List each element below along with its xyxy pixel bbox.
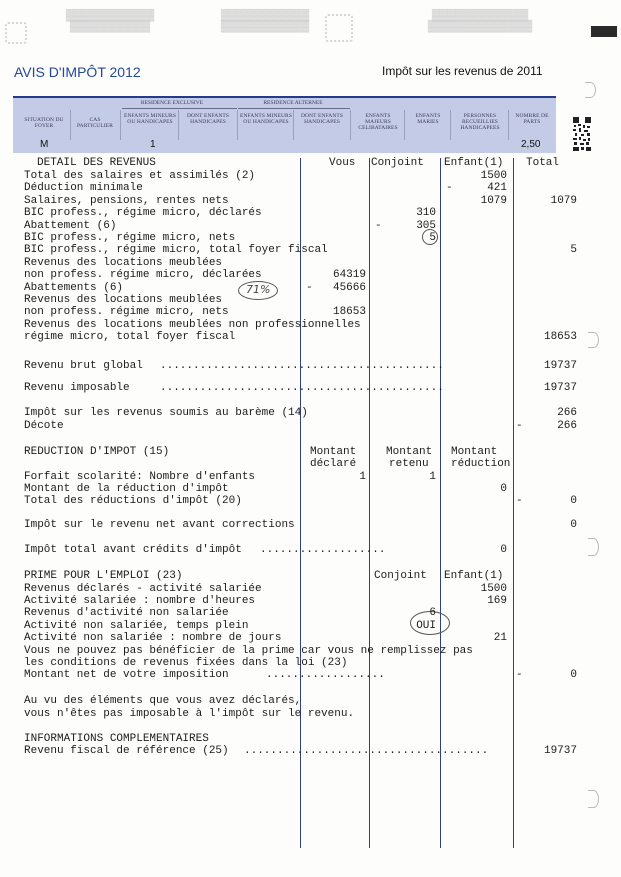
rfr-value: 19737 bbox=[543, 745, 577, 757]
show-through-text: ▓▓▓▓▓▓▓▓▓▓▓ ▓▓▓▓▓▓▓▓▓▓▓ bbox=[220, 9, 310, 32]
prime-row-label: Activité salariée : nombre d'heures bbox=[24, 595, 256, 608]
header-col-cas: CAS PARTICULIER bbox=[76, 117, 113, 129]
prime-row bbox=[0, 620, 600, 632]
prime-row bbox=[0, 607, 600, 619]
total-reductions-label: Total des réductions d'impôt (20) bbox=[24, 495, 242, 507]
show-through-mark bbox=[585, 82, 596, 98]
header-separator bbox=[293, 110, 294, 140]
revenus-conjoint-value: 5 bbox=[429, 232, 436, 244]
header-col-parts: NOMBRE DE PARTS bbox=[515, 113, 549, 125]
revenus-row-label: Total des salaires et assimilés (2) bbox=[24, 170, 256, 182]
revenu-imposable-row bbox=[0, 382, 600, 394]
revenus-vous-value: 18653 bbox=[332, 306, 366, 319]
prime-note-1 bbox=[0, 645, 600, 657]
minus-sign: - bbox=[446, 182, 453, 195]
revenu-brut-value: 19737 bbox=[543, 360, 577, 372]
minus-sign: - bbox=[375, 219, 382, 232]
revenus-row-label: non profess. régime micro, nets bbox=[24, 306, 229, 319]
revenus-row bbox=[0, 220, 600, 232]
revenu-brut-row bbox=[0, 360, 600, 372]
header-col-enfants-alt: ENFANTS MINEURS OU HANDICAPES bbox=[240, 113, 292, 125]
header-col-handi-excl: DONT ENFANTS HANDICAPES bbox=[186, 113, 230, 125]
reduction-col-declare: Montant bbox=[310, 446, 357, 458]
dot-leader: ........................................... bbox=[160, 360, 444, 372]
revenus-conjoint-value: 310 bbox=[416, 207, 436, 220]
impot-total-row bbox=[0, 544, 600, 556]
show-through-mark bbox=[588, 538, 599, 556]
prime-row bbox=[0, 583, 600, 595]
revenus-vous-value: 64319 bbox=[332, 269, 366, 282]
prime-row-label: Activité non salariée, temps plein bbox=[24, 619, 249, 632]
show-through-text: ▓▓▓▓▓▓▓▓▓▓▓ ▓▓▓▓▓▓▓▓▓▓ bbox=[65, 9, 155, 32]
prime-enfant-value: 169 bbox=[487, 595, 507, 608]
handwritten-circle bbox=[422, 229, 438, 245]
impot-bareme-value: 266 bbox=[557, 407, 577, 419]
revenus-row bbox=[0, 257, 600, 269]
prime-enfant-value: 21 bbox=[493, 631, 507, 644]
header-separator bbox=[70, 110, 71, 140]
revenus-row bbox=[0, 207, 600, 219]
document-subtitle: Impôt sur les revenus de 2011 bbox=[382, 64, 543, 78]
prime-conjoint-value: 6 bbox=[429, 607, 436, 620]
dot-leader: ..................................... bbox=[244, 745, 489, 757]
net-imposition-row bbox=[0, 669, 600, 681]
conclusion-text: vous n'êtes pas imposable à l'impôt sur le revenu. bbox=[24, 708, 355, 720]
total-reductions-row bbox=[0, 495, 600, 507]
header-col-maries: ENFANTS MARIES bbox=[415, 113, 441, 125]
group-alternate-label: RESIDENCE ALTERNEE bbox=[263, 100, 323, 106]
revenus-row-label: régime micro, total foyer fiscal bbox=[24, 331, 236, 344]
revenus-total-value: 18653 bbox=[543, 331, 577, 344]
revenus-row bbox=[0, 319, 600, 331]
prime-row-label: Revenus d'activité non salariée bbox=[24, 607, 229, 620]
registration-mark bbox=[591, 26, 617, 37]
revenus-total-value: 5 bbox=[570, 244, 577, 257]
net-imposition-label: Montant net de votre imposition bbox=[24, 669, 229, 681]
revenus-row-label: Salaires, pensions, rentes nets bbox=[24, 194, 229, 207]
reduction-col-retenu-b: retenu bbox=[389, 458, 429, 470]
header-col-enfants-excl: ENFANTS MINEURS OU HANDICAPES bbox=[124, 113, 176, 125]
revenus-row bbox=[0, 306, 600, 318]
revenus-row-label: BIC profess., régime micro, total foyer fiscal bbox=[24, 244, 328, 257]
prime-conjoint-value: OUI bbox=[416, 619, 436, 632]
revenus-row bbox=[0, 195, 600, 207]
prime-title: PRIME POUR L'EMPLOI (23) bbox=[24, 570, 183, 582]
dot-leader: .................. bbox=[266, 669, 385, 681]
revenus-enfant-value: 421 bbox=[487, 182, 507, 195]
revenus-row bbox=[0, 244, 600, 256]
info-title-row bbox=[0, 733, 600, 745]
revenus-row bbox=[0, 331, 600, 343]
total-heading: Total bbox=[526, 157, 560, 169]
revenus-row-label: non profess. régime micro, déclarées bbox=[24, 269, 262, 282]
impot-net-row bbox=[0, 519, 600, 531]
prime-row bbox=[0, 632, 600, 644]
impot-net-label: Impôt sur le revenu net avant corrections bbox=[24, 519, 295, 531]
reduction-col-reduction: Montant bbox=[451, 446, 498, 458]
vous-heading: Vous bbox=[329, 157, 356, 169]
revenus-row-label: Abattement (6) bbox=[24, 219, 117, 232]
forfait-declare: 1 bbox=[359, 471, 366, 483]
revenus-enfant-value: 1079 bbox=[480, 194, 507, 207]
prime-note-text: les conditions de revenus fixées dans la loi (23) bbox=[24, 657, 348, 669]
handwritten-circle bbox=[238, 281, 278, 300]
prime-row bbox=[0, 595, 600, 607]
revenus-row bbox=[0, 232, 600, 244]
montant-reduction-label: Montant de la réduction d'impôt bbox=[24, 483, 229, 495]
conclusion-row-2 bbox=[0, 708, 600, 720]
impot-total-value: 0 bbox=[500, 544, 507, 556]
show-through-mark bbox=[588, 790, 599, 808]
header-separator bbox=[178, 110, 179, 140]
show-through-text: ▓▓▓▓▓▓▓▓▓▓▓▓ ▓▓▓▓▓▓▓▓▓▓▓▓▓ bbox=[427, 9, 533, 32]
header-separator bbox=[120, 110, 121, 140]
conclusion-row-1 bbox=[0, 695, 600, 707]
revenus-row-label: Abattements (6) bbox=[24, 281, 124, 294]
revenus-row bbox=[0, 282, 600, 294]
minus-sign: - bbox=[516, 420, 523, 432]
conjoint-heading: Conjoint bbox=[371, 157, 424, 169]
revenu-imposable-value: 19737 bbox=[543, 382, 577, 394]
reduction-col-declare-b: déclaré bbox=[310, 458, 357, 470]
revenus-row bbox=[0, 294, 600, 306]
net-imposition-value: 0 bbox=[570, 669, 577, 681]
revenu-brut-label: Revenu brut global bbox=[24, 360, 143, 372]
group-alternate-line bbox=[238, 108, 350, 109]
revenus-row-label: BIC profess., régime micro, nets bbox=[24, 232, 236, 244]
parts-value: 2,50 bbox=[521, 139, 541, 150]
prime-row-label: Revenus déclarés - activité salariée bbox=[24, 583, 262, 595]
detail-heading: DETAIL DES REVENUS bbox=[37, 157, 156, 169]
info-title: INFORMATIONS COMPLEMENTAIRES bbox=[24, 733, 209, 745]
revenus-header-row bbox=[0, 157, 600, 169]
minus-sign: - bbox=[306, 281, 313, 294]
forfait-row bbox=[0, 471, 600, 483]
enfant-heading: Enfant(1) bbox=[444, 157, 504, 169]
header-col-recueillies: PERSONNES RECUEILLIES HANDICAPEES bbox=[460, 113, 500, 131]
enfants-value: 1 bbox=[150, 139, 156, 150]
header-col-handi-alt: DONT ENFANTS HANDICAPES bbox=[300, 113, 344, 125]
impot-bareme-label: Impôt sur les revenus soumis au barème (14) bbox=[24, 407, 308, 419]
revenus-row bbox=[0, 269, 600, 281]
revenus-total-value: 1079 bbox=[550, 194, 577, 207]
group-exclusive-line bbox=[122, 108, 237, 109]
revenus-row-label: Revenus des locations meublées bbox=[24, 294, 223, 306]
montant-reduction-value: 0 bbox=[500, 483, 507, 495]
decote-label: Décote bbox=[24, 420, 64, 432]
handwritten-note: 71% bbox=[246, 283, 271, 296]
prime-header-row bbox=[0, 570, 600, 582]
revenus-row-label: Revenus des locations meublées non professionnelles bbox=[24, 318, 361, 331]
show-through-logo bbox=[325, 14, 353, 42]
revenus-row bbox=[0, 182, 600, 194]
prime-enfant-heading: Enfant(1) bbox=[444, 570, 504, 582]
montant-reduction-row bbox=[0, 483, 600, 495]
reduction-col-retenu: Montant bbox=[386, 446, 433, 458]
impot-total-label: Impôt total avant crédits d'impôt bbox=[24, 544, 242, 556]
decote-row bbox=[0, 420, 600, 432]
minus-sign: - bbox=[516, 669, 523, 681]
revenus-row-label: BIC profess., régime micro, déclarés bbox=[24, 207, 262, 220]
header-col-majeurs: ENFANTS MAJEURS CELIBATAIRES bbox=[358, 113, 398, 131]
prime-conjoint-heading: Conjoint bbox=[374, 570, 427, 582]
impot-net-value: 0 bbox=[570, 519, 577, 531]
forfait-retenu: 1 bbox=[429, 471, 436, 483]
revenus-row-label: Revenus des locations meublées bbox=[24, 256, 223, 269]
header-col-situation: SITUATION DU FOYER bbox=[24, 117, 64, 129]
reduction-col-reduction-b: réduction bbox=[451, 458, 511, 470]
header-separator bbox=[404, 110, 405, 140]
impot-bareme-row bbox=[0, 407, 600, 419]
reduction-header-row bbox=[0, 446, 600, 458]
revenus-conjoint-value: 305 bbox=[416, 219, 436, 232]
show-through-logo bbox=[5, 22, 27, 44]
qr-code-icon bbox=[572, 116, 592, 152]
decote-value: 266 bbox=[557, 420, 577, 432]
rfr-row bbox=[0, 745, 600, 757]
minus-sign: - bbox=[516, 495, 523, 507]
dot-leader: ........................................... bbox=[160, 382, 444, 394]
revenus-enfant-value: 1500 bbox=[480, 170, 507, 182]
dot-leader: ................... bbox=[260, 544, 386, 556]
revenus-row-label: Déduction minimale bbox=[24, 182, 143, 195]
header-separator bbox=[508, 110, 509, 140]
prime-note-text: Vous ne pouvez pas bénéficier de la prime car vous ne remplissez pas bbox=[24, 645, 473, 657]
header-separator bbox=[237, 110, 238, 140]
revenus-row bbox=[0, 170, 600, 182]
document-title: AVIS D'IMPÔT 2012 bbox=[14, 64, 141, 80]
total-reductions-value: 0 bbox=[570, 495, 577, 507]
revenus-vous-value: 45666 bbox=[332, 281, 366, 294]
rfr-label: Revenu fiscal de référence (25) bbox=[24, 745, 229, 757]
conclusion-text: Au vu des éléments que vous avez déclarés, bbox=[24, 695, 302, 707]
group-exclusive-label: RESIDENCE EXCLUSIVE bbox=[140, 100, 204, 106]
forfait-label: Forfait scolarité: Nombre d'enfants bbox=[24, 471, 256, 483]
situation-value: M bbox=[40, 139, 49, 150]
prime-row-label: Activité non salariée : nombre de jours bbox=[24, 631, 282, 644]
show-through-mark bbox=[588, 332, 599, 348]
prime-enfant-value: 1500 bbox=[480, 583, 507, 595]
prime-note-2 bbox=[0, 657, 600, 669]
revenu-imposable-label: Revenu imposable bbox=[24, 382, 130, 394]
header-separator bbox=[450, 110, 451, 140]
reduction-header-row2 bbox=[0, 458, 600, 470]
reduction-title: REDUCTION D'IMPOT (15) bbox=[24, 446, 170, 458]
header-separator bbox=[350, 110, 351, 140]
